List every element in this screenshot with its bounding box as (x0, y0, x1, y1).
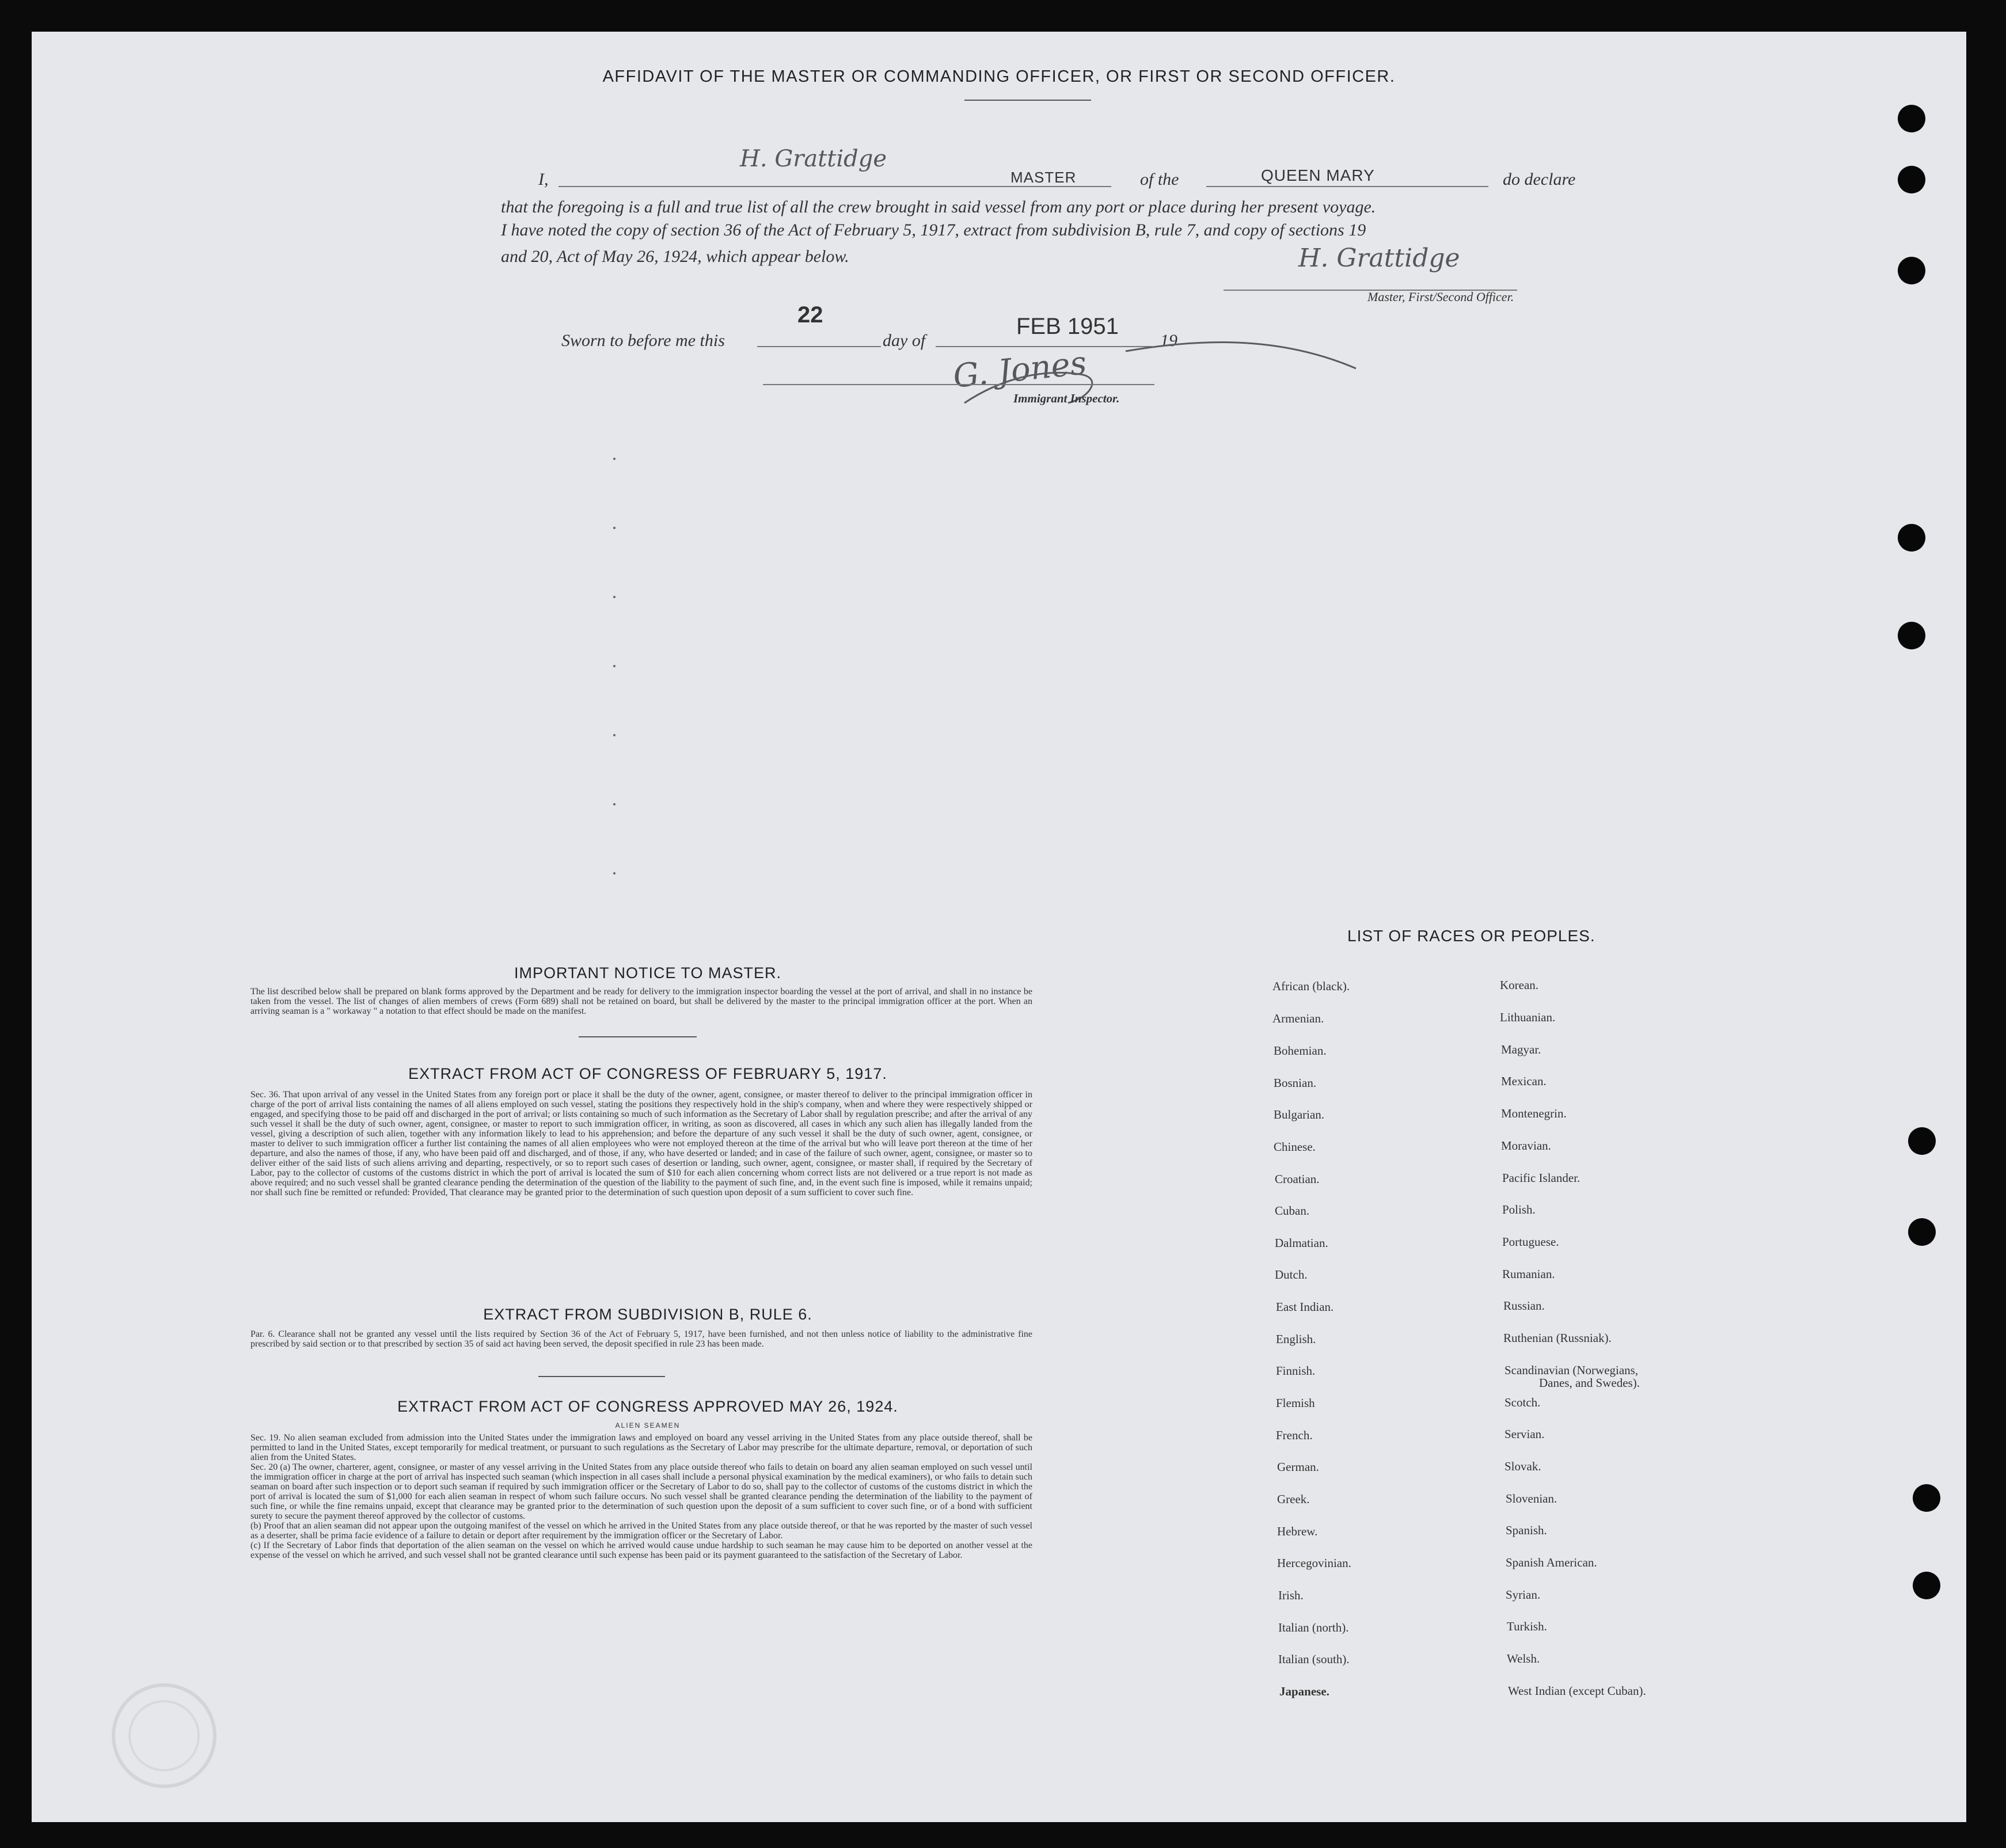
master-name-handwritten: H. Grattidge (740, 146, 887, 172)
notice-rule (579, 1036, 697, 1037)
sworn-label: Sworn to before me this (561, 331, 725, 350)
speck (613, 872, 616, 874)
race-item: Italian (north). (1278, 1621, 1349, 1634)
i-label: I, (538, 170, 549, 189)
alien-seamen-subtitle: ALIEN SEAMEN (615, 1421, 681, 1429)
punch-hole (1898, 524, 1925, 552)
sec-20a-text: Sec. 20 (a) The owner, charterer, agent, consignee, or master of any vessel arriving in the United States from any place outside thereof who fails to detain on board any alien seaman employed on such vessel until the immigration officer in charge at the port of arrival has inspected such seaman (which inspection in all cases shall include a personal physical examination by the medical examiners), or who fails to detain such seaman on board after such inspection or to deport such seaman if required by such immigration officer or the Secretary of Labor to do so, shall pay to the collector of customs of the customs district in which the port of arrival is located the sum of $1,000 for each alien seaman in respect of whom such failure occurs. No such vessel shall be granted clearance pending the determination of the liability to the payment of such fine, or while the fine remains unpaid, except that clearance may be granted prior to the determination of such question upon the deposit of a sum sufficient to cover such fine, or of a bond with sufficient surety to secure the payment thereof approved by the collector of customs. (250, 1462, 1032, 1521)
punch-hole (1913, 1484, 1940, 1512)
race-item: English. (1276, 1332, 1316, 1346)
inspector-label: Immigrant Inspector. (1013, 391, 1120, 405)
race-item: Korean. (1500, 978, 1539, 992)
punch-hole (1908, 1218, 1936, 1246)
extract-1924-title: EXTRACT FROM ACT OF CONGRESS APPROVED MAY 26, 1924. (397, 1398, 898, 1415)
race-item: Welsh. (1507, 1652, 1540, 1666)
race-item: Turkish. (1507, 1619, 1547, 1633)
speck (613, 734, 616, 736)
race-item: Cuban. (1275, 1204, 1310, 1218)
sec-20c-text: (c) If the Secretary of Labor finds that deportation of the alien seaman on the vessel on which he arrived would cause undue hardship to such seaman he may cause him to be deported on another vessel at the expense of the vessel on which he arrived, and such vessel shall not be granted clearance until such expense has been paid or its payment guaranteed to the satisfaction of the Secretary of Labor. (250, 1541, 1032, 1560)
declaration-line-2: that the foregoing is a full and true list of all the crew brought in said vessel from any port or place during her present voyage. (501, 197, 1376, 216)
races-title: LIST OF RACES OR PEOPLES. (1347, 927, 1595, 945)
race-item: Magyar. (1501, 1043, 1541, 1056)
race-item: Armenian. (1272, 1012, 1324, 1025)
do-declare-label: do declare (1503, 170, 1576, 189)
race-item: Spanish American. (1506, 1556, 1597, 1569)
sworn-day-line (757, 346, 881, 347)
extract-1917-body: Sec. 36. That upon arrival of any vessel in the United States from any foreign port or place it shall be the duty of the owner, agent, consignee, or master thereof to deliver to the principal immigration officer in charge of the port of arrival lists containing the names of all aliens employed on such vessel, stating the positions they respectively hold in the ship's company, when and where they were respectively shipped or engaged, and specifying those to be paid off and discharged in the port of arrival; or lists containing so much of such information as the Secretary of Labor shall by regulation prescribe; and after the arrival of any such vessel it shall be the duty of such owner, agent, consignee, or master to report to such immigration officer, in writing, as soon as discovered, all cases in which any such alien has illegally landed from the vessel, giving a description of such alien, together with any information likely to lead to his apprehension; and before the departure of any such vessel it shall be the duty of such owner, agent, consignee, or master to deliver to such immigration officer a further list containing the names of all alien employees who were not employed thereon at the time of the arrival but who will leave port thereon at the time of her departure, and also the names of those, if any, who have been paid off and discharged, and of those, if any, who have deserted or landed; and in case of the failure of such owner, agent, consignee, or master so to deliver either of the said lists of such aliens arriving and departing, respectively, or so to report such cases of desertion or landing, such owner, agent, consignee, or master shall, if required by the Secretary of Labor, pay to the collector of customs of the customs district in which the port of arrival is located the sum of $10 for each alien concerning whom correct lists are not delivered or a true report is not made as above required; and no such vessel shall be granted clearance pending the determination of the question of the liability to the payment of such fine, and, in the event such fine is imposed, while it remains unpaid; nor shall such fine be remitted or refunded: Provided, That clearance may be granted prior to the determination of such question upon deposit of a sum sufficient to cover such fine. (250, 1090, 1032, 1197)
race-item: Lithuanian. (1500, 1010, 1556, 1024)
punch-hole (1908, 1127, 1936, 1155)
vessel-stamp: QUEEN MARY (1261, 166, 1375, 184)
race-item: Italian (south). (1278, 1652, 1350, 1666)
extract-1917-title: EXTRACT FROM ACT OF CONGRESS OF FEBRUARY 5, 1917. (408, 1065, 887, 1082)
affidavit-title: AFFIDAVIT OF THE MASTER OR COMMANDING OFFICER, OR FIRST OR SECOND OFFICER. (602, 67, 1396, 86)
race-item: Japanese. (1279, 1685, 1329, 1698)
race-item: Moravian. (1501, 1139, 1551, 1153)
speck (613, 458, 616, 460)
race-item: Flemish (1276, 1396, 1315, 1410)
race-item: Dutch. (1275, 1268, 1308, 1282)
document-page (32, 32, 1966, 1822)
race-item: Hercegovinian. (1277, 1556, 1351, 1570)
race-item: Bulgarian. (1274, 1108, 1325, 1121)
race-item: Bohemian. (1274, 1044, 1327, 1058)
title-rule (964, 100, 1091, 101)
race-item: Montenegrin. (1501, 1106, 1567, 1120)
vessel-line (1206, 186, 1488, 187)
race-item: Finnish. (1276, 1364, 1316, 1378)
inspector-signature-flourish (953, 328, 1367, 420)
notice-title: IMPORTANT NOTICE TO MASTER. (514, 964, 782, 982)
sworn-date-stamp: FEB 1951 (1016, 314, 1119, 339)
race-item: French. (1276, 1428, 1313, 1442)
rank-stamp: MASTER (1010, 169, 1077, 186)
year-prefix: 19 (1160, 331, 1177, 350)
race-item: Rumanian. (1502, 1267, 1555, 1281)
race-item: Slovenian. (1506, 1492, 1557, 1505)
race-item: West Indian (except Cuban). (1508, 1684, 1646, 1698)
punch-hole (1898, 166, 1925, 193)
race-item: Pacific Islander. (1502, 1171, 1581, 1185)
race-item: Hebrew. (1277, 1524, 1318, 1538)
race-item: African (black). (1272, 979, 1350, 993)
race-item: Russian. (1503, 1299, 1545, 1313)
punch-hole (1898, 257, 1925, 284)
race-item-continuation: Danes, and Swedes). (1539, 1376, 1640, 1390)
race-item: Ruthenian (Russniak). (1503, 1331, 1612, 1345)
race-item: Dalmatian. (1275, 1236, 1328, 1250)
race-item: German. (1277, 1460, 1319, 1474)
speck (613, 596, 616, 598)
declaration-line-4: and 20, Act of May 26, 1924, which appear below. (501, 247, 849, 266)
speck (613, 665, 616, 667)
race-item: Spanish. (1506, 1523, 1547, 1537)
race-item: East Indian. (1276, 1300, 1334, 1314)
race-item: Chinese. (1274, 1140, 1316, 1154)
declaration-line-3: I have noted the copy of section 36 of the Act of February 5, 1917, extract from subdivision B, rule 7, and copy of sections 19 (501, 220, 1366, 239)
master-label: Master, First/Second Officer. (1367, 290, 1514, 304)
faint-seal (107, 1678, 222, 1793)
day-of-label: day of (883, 331, 926, 350)
race-item: Bosnian. (1274, 1076, 1317, 1090)
race-item: Scotch. (1504, 1395, 1541, 1409)
punch-hole (1913, 1572, 1940, 1599)
extract-rule6-title: EXTRACT FROM SUBDIVISION B, RULE 6. (483, 1306, 812, 1323)
race-item: Portuguese. (1502, 1235, 1559, 1249)
sec-20b-text: (b) Proof that an alien seaman did not appear upon the outgoing manifest of the vessel on which he arrived in the United States from any place outside thereof, or that he was reported by the master of such vessel as a deserter, shall be prima facie evidence of a failure to detain or deport after requirement by the immigration officer or the Secretary of Labor. (250, 1521, 1032, 1541)
rule6-rule (538, 1376, 665, 1377)
inspector-line (763, 384, 1154, 385)
race-item: Slovak. (1504, 1459, 1541, 1473)
race-item: Croatian. (1275, 1172, 1320, 1186)
notice-body: The list described below shall be prepared on blank forms approved by the Department and be ready for delivery to the immigration inspector boarding the vessel at the port of arrival, and shall in no instance be taken from the vessel. The list of changes of alien members of crews (Form 689) shall not be retained on board, but shall be delivered by the master to the principal immigration officer at the port. When an arriving seaman is a " workaway " a notation to that effect should be made on the manifest. (250, 987, 1032, 1016)
race-item: Servian. (1504, 1427, 1545, 1441)
race-item: Syrian. (1506, 1588, 1541, 1602)
race-item: Greek. (1277, 1492, 1310, 1506)
speck (613, 803, 616, 805)
inspector-signature: G. Jones (951, 344, 1089, 396)
speck (613, 527, 616, 529)
punch-hole (1898, 622, 1925, 649)
of-the-label: of the (1140, 170, 1179, 189)
punch-hole (1898, 105, 1925, 132)
sec-19-text: Sec. 19. No alien seaman excluded from admission into the United States under the immigration laws and employed on board any vessel arriving in the United States from any place outside thereof, shall be permitted to land in the United States, except temporarily for medical treatment, or pursuant to such regulations as the Secretary of Labor may prescribe for the ultimate departure, removal, or deportation of such alien from the United States. (250, 1433, 1032, 1462)
race-item: Mexican. (1501, 1074, 1547, 1088)
race-item: Irish. (1278, 1588, 1304, 1602)
race-item: Polish. (1502, 1203, 1536, 1216)
extract-rule6-body: Par. 6. Clearance shall not be granted any vessel until the lists required by Section 36 of the Act of February 5, 1917, have been furnished, and not then unless notice of liability to the administrative fine prescribed by said section or to that prescribed by section 35 of said act having been served, the deposit specified in rule 23 has been made. (250, 1329, 1032, 1349)
race-item: Scandinavian (Norwegians, (1504, 1363, 1639, 1377)
master-signature: H. Grattidge (1298, 244, 1460, 273)
sworn-day: 22 (797, 302, 823, 328)
